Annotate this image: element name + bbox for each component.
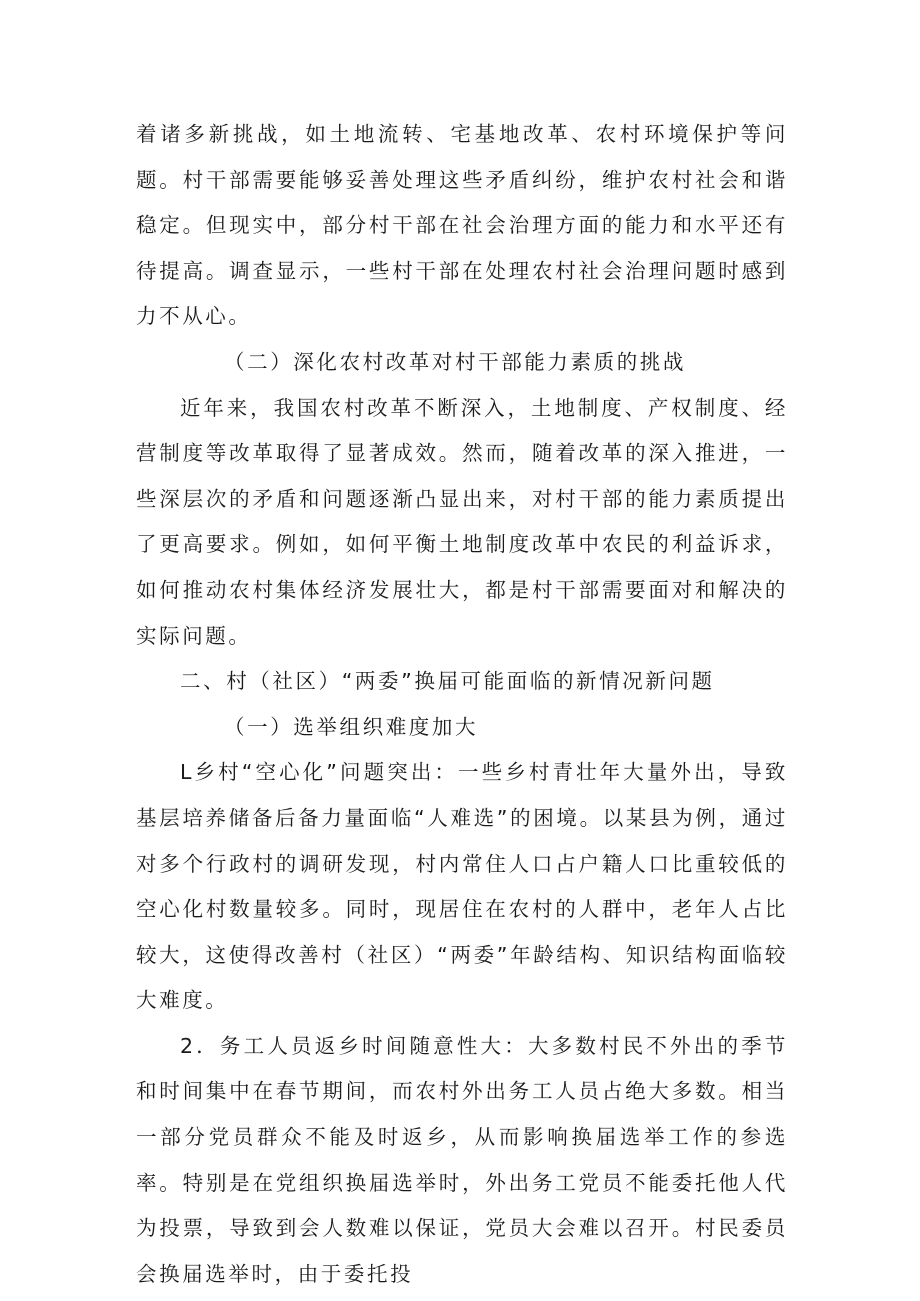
section-heading-new-problems: 二、村（社区）“两委”换届可能面临的新情况新问题 bbox=[180, 669, 715, 694]
document-body bbox=[136, 112, 788, 1297]
subheading-rural-reform-challenge: （二）深化农村改革对村干部能力素质的挑战 bbox=[224, 349, 686, 374]
paragraph-social-governance: 着诸多新挑战，如土地流转、宅基地改革、农村环境保护等问题。村干部需要能够妥善处理这些矛盾纠纷，维护农村社会和谐稳定。但现实中，部分村干部在社会治理方面的能力和水平还有待提高。调查显示，一些村干部在处理农村社会治理问题时感到力不从心。 bbox=[136, 122, 788, 329]
paragraph-migrant-workers: 2．务工人员返乡时间随意性大：大多数村民不外出的季节和时间集中在春节期间，而农村外出务工人员占绝大多数。相当一部分党员群众不能及时返乡，从而影响换届选举工作的参选率。特别是在党组织换届选举时，外出务工党员不能委托他人代为投票，导致到会人数难以保证，党员大会难以召开。村民委员会换届选举时，由于委托投 bbox=[136, 1033, 788, 1286]
subheading-election-difficulty: （一）选举组织难度加大 bbox=[224, 714, 479, 739]
paragraph-hollowing-villages: L乡村“空心化”问题突出：一些乡村青壮年大量外出，导致基层培养储备后备力量面临“人难选”的困境。以某县为例，通过对多个行政村的调研发现，村内常住人口占户籍人口比重较低的空心化村数量较多。同时，现居住在农村的人群中，老年人占比较大，这使得改善村（社区）“两委”年龄结构、知识结构面临较大难度。 bbox=[136, 760, 788, 1013]
paragraph-rural-reform: 近年来，我国农村改革不断深入，土地制度、产权制度、经营制度等改革取得了显著成效。然而，随着改革的深入推进，一些深层次的矛盾和问题逐渐凸显出来，对村干部的能力素质提出了更高要求。例如，如何平衡土地制度改革中农民的利益诉求，如何推动农村集体经济发展壮大，都是村干部需要面对和解决的实际问题。 bbox=[136, 395, 788, 648]
